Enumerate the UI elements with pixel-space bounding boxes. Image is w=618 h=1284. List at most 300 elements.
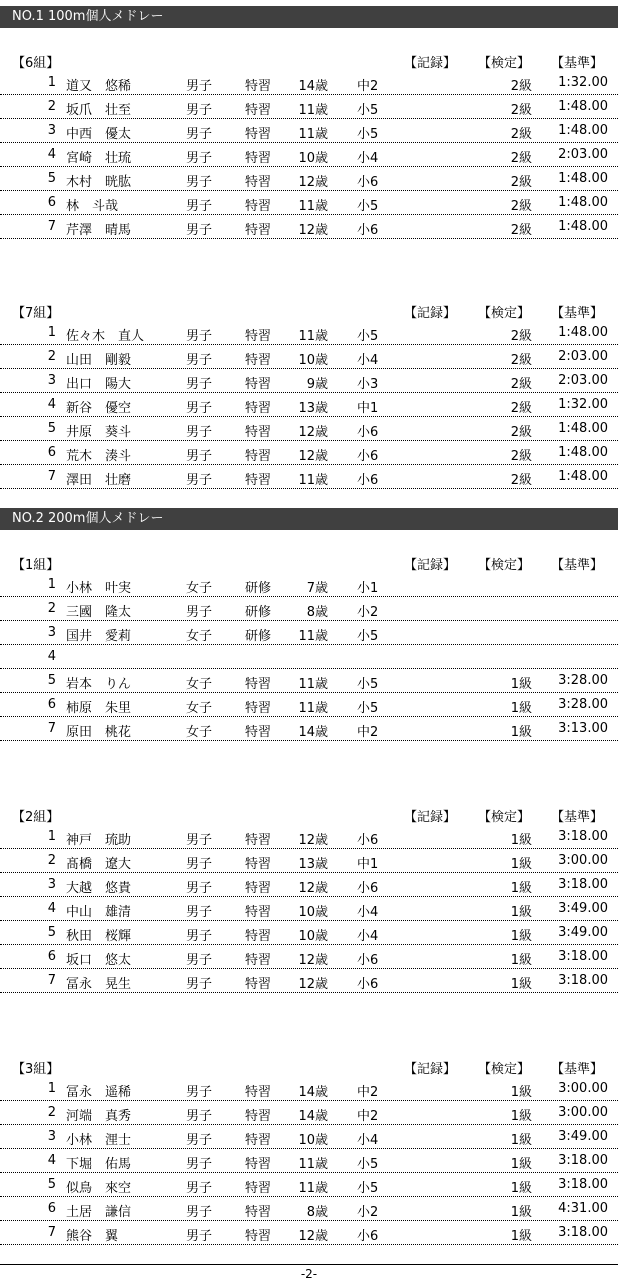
heat-row: [0, 369, 618, 393]
lane-number: 3: [47, 123, 56, 138]
heat-row: [0, 669, 618, 693]
lane-number: 4: [47, 1153, 56, 1168]
heat-row: [0, 873, 618, 897]
swimmer-name: 佐々木 直人: [66, 329, 145, 344]
lane-number: 3: [47, 877, 56, 892]
test-level: 2級: [510, 151, 532, 166]
record-column-label: 【記録】: [404, 1062, 457, 1077]
category: 特習: [245, 401, 272, 416]
gender: 男子: [186, 103, 213, 118]
heat-row: [0, 1197, 618, 1221]
heat-row: [0, 969, 618, 993]
gender: 男子: [186, 199, 213, 214]
lane-number: 1: [47, 75, 56, 90]
gender: 男子: [186, 929, 213, 944]
age: 8歳: [306, 1205, 328, 1220]
swimmer-name: 冨永 晃生: [66, 977, 132, 992]
heat-e1-h1: [0, 47, 618, 239]
test-level: 1級: [510, 677, 532, 692]
event-header-1: [0, 6, 618, 28]
test-level: 1級: [510, 833, 532, 848]
gender: 男子: [186, 127, 213, 142]
swimmer-name: 中西 優太: [66, 127, 132, 142]
heat-label: 【2組】: [12, 810, 60, 825]
swimmer-name: 大越 悠貴: [66, 881, 132, 896]
category: 特習: [245, 929, 272, 944]
category: 特習: [245, 353, 272, 368]
lane-number: 2: [47, 99, 56, 114]
heat-header: [0, 801, 618, 825]
test-column-label: 【検定】: [478, 306, 531, 321]
category: 特習: [245, 1229, 272, 1244]
gender: 男子: [186, 1205, 213, 1220]
gender: 女子: [186, 677, 213, 692]
school-grade: 小6: [357, 223, 379, 238]
lane-number: 6: [47, 1201, 56, 1216]
heat-row: [0, 1125, 618, 1149]
lane-number: 4: [47, 649, 56, 664]
school-grade: 小3: [357, 377, 379, 392]
age: 11歳: [298, 127, 328, 142]
standard-time: 3:49.00: [558, 925, 608, 940]
standard-time: 3:49.00: [558, 901, 608, 916]
lane-number: 5: [47, 421, 56, 436]
school-grade: 小6: [357, 833, 379, 848]
heat-row: [0, 441, 618, 465]
lane-number: 7: [47, 973, 56, 988]
category: 特習: [245, 329, 272, 344]
heat-row: [0, 417, 618, 441]
standard-time: 3:13.00: [558, 721, 608, 736]
school-grade: 小1: [357, 581, 379, 596]
age: 11歳: [298, 329, 328, 344]
test-column-label: 【検定】: [478, 1062, 531, 1077]
standard-column-label: 【基準】: [551, 1062, 604, 1077]
category: 研修: [245, 605, 272, 620]
standard-time: 4:31.00: [558, 1201, 608, 1216]
standard-time: 3:28.00: [558, 673, 608, 688]
category: 特習: [245, 79, 272, 94]
gender: 女子: [186, 701, 213, 716]
test-level: 1級: [510, 1205, 532, 1220]
test-column-label: 【検定】: [478, 56, 531, 71]
category: 研修: [245, 581, 272, 596]
heat-label: 【6組】: [12, 56, 60, 71]
heat-row: [0, 825, 618, 849]
school-grade: 小5: [357, 127, 379, 142]
page-number: -2-: [300, 1267, 318, 1281]
standard-column-label: 【基準】: [551, 306, 604, 321]
gender: 男子: [186, 353, 213, 368]
standard-time: 3:00.00: [558, 1105, 608, 1120]
standard-time: 3:28.00: [558, 697, 608, 712]
gender: 男子: [186, 223, 213, 238]
school-grade: 小6: [357, 473, 379, 488]
standard-time: 1:48.00: [558, 123, 608, 138]
age: 12歳: [298, 223, 328, 238]
heat-row: [0, 1149, 618, 1173]
lane-number: 3: [47, 625, 56, 640]
swimmer-name: 坂口 悠太: [66, 953, 132, 968]
swimmer-name: 山田 剛毅: [66, 353, 132, 368]
school-grade: 小6: [357, 449, 379, 464]
age: 12歳: [298, 1229, 328, 1244]
category: 特習: [245, 857, 272, 872]
school-grade: 小6: [357, 1229, 379, 1244]
category: 特習: [245, 953, 272, 968]
school-grade: 小4: [357, 905, 379, 920]
standard-time: 1:32.00: [558, 397, 608, 412]
category: 特習: [245, 833, 272, 848]
heat-row: [0, 321, 618, 345]
swimmer-name: 新谷 優空: [66, 401, 132, 416]
standard-time: 1:48.00: [558, 325, 608, 340]
lane-number: 1: [47, 577, 56, 592]
category: 特習: [245, 1133, 272, 1148]
gender: 男子: [186, 425, 213, 440]
gender: 男子: [186, 1157, 213, 1172]
age: 9歳: [306, 377, 328, 392]
school-grade: 小5: [357, 1157, 379, 1172]
age: 12歳: [298, 881, 328, 896]
category: 特習: [245, 905, 272, 920]
gender: 男子: [186, 473, 213, 488]
swimmer-name: 原田 桃花: [66, 725, 132, 740]
heat-row: [0, 1101, 618, 1125]
category: 特習: [245, 223, 272, 238]
gender: 男子: [186, 881, 213, 896]
age: 8歳: [306, 605, 328, 620]
age: 11歳: [298, 677, 328, 692]
gender: 男子: [186, 857, 213, 872]
gender: 男子: [186, 1229, 213, 1244]
standard-column-label: 【基準】: [551, 56, 604, 71]
test-level: 1級: [510, 701, 532, 716]
age: 14歳: [298, 725, 328, 740]
heat-row: [0, 191, 618, 215]
age: 11歳: [298, 103, 328, 118]
lane-number: 5: [47, 925, 56, 940]
age: 11歳: [298, 1181, 328, 1196]
category: 特習: [245, 677, 272, 692]
test-level: 2級: [510, 223, 532, 238]
standard-time: 1:48.00: [558, 219, 608, 234]
school-grade: 小4: [357, 929, 379, 944]
swimmer-name: 柿原 朱里: [66, 701, 132, 716]
age: 12歳: [298, 175, 328, 190]
test-level: 2級: [510, 103, 532, 118]
school-grade: 小4: [357, 353, 379, 368]
test-level: 1級: [510, 929, 532, 944]
school-grade: 小2: [357, 605, 379, 620]
school-grade: 小4: [357, 151, 379, 166]
test-column-label: 【検定】: [478, 810, 531, 825]
school-grade: 中2: [357, 1085, 379, 1100]
test-level: 2級: [510, 127, 532, 142]
swimmer-name: 小林 浬士: [66, 1133, 132, 1148]
standard-time: 3:18.00: [558, 877, 608, 892]
heat-row: [0, 119, 618, 143]
school-grade: 小4: [357, 1133, 379, 1148]
standard-time: 3:18.00: [558, 1153, 608, 1168]
event-title: NO.2 200m個人メドレー: [12, 511, 164, 526]
age: 12歳: [298, 833, 328, 848]
age: 10歳: [298, 929, 328, 944]
age: 13歳: [298, 401, 328, 416]
gender: 男子: [186, 1109, 213, 1124]
standard-time: 3:18.00: [558, 1177, 608, 1192]
test-level: 1級: [510, 1157, 532, 1172]
record-column-label: 【記録】: [404, 56, 457, 71]
test-level: 2級: [510, 175, 532, 190]
lane-number: 4: [47, 901, 56, 916]
test-level: 2級: [510, 449, 532, 464]
gender: 男子: [186, 79, 213, 94]
standard-time: 1:48.00: [558, 445, 608, 460]
test-level: 2級: [510, 199, 532, 214]
lane-number: 6: [47, 949, 56, 964]
test-level: 1級: [510, 1229, 532, 1244]
gender: 男子: [186, 605, 213, 620]
category: 特習: [245, 103, 272, 118]
gender: 男子: [186, 449, 213, 464]
swimmer-name: 小林 叶実: [66, 581, 132, 596]
gender: 男子: [186, 953, 213, 968]
swimmer-name: 芹澤 晴馬: [66, 223, 132, 238]
heat-row: [0, 621, 618, 645]
test-level: 1級: [510, 857, 532, 872]
gender: 女子: [186, 725, 213, 740]
heat-row: [0, 573, 618, 597]
test-level: 1級: [510, 1133, 532, 1148]
heat-label: 【3組】: [12, 1062, 60, 1077]
heat-row: [0, 945, 618, 969]
age: 10歳: [298, 353, 328, 368]
standard-time: 2:03.00: [558, 349, 608, 364]
category: 特習: [245, 1109, 272, 1124]
gender: 男子: [186, 905, 213, 920]
swimmer-name: 秋田 桜輝: [66, 929, 132, 944]
school-grade: 小6: [357, 175, 379, 190]
heat-e2-h2: [0, 801, 618, 993]
gender: 女子: [186, 581, 213, 596]
category: 特習: [245, 377, 272, 392]
standard-time: 2:03.00: [558, 373, 608, 388]
test-level: 2級: [510, 79, 532, 94]
heat-row: [0, 215, 618, 239]
standard-time: 3:18.00: [558, 949, 608, 964]
lane-number: 3: [47, 1129, 56, 1144]
heat-row: [0, 645, 618, 669]
heat-e2-h3: [0, 1053, 618, 1245]
age: 10歳: [298, 1133, 328, 1148]
standard-time: 3:00.00: [558, 853, 608, 868]
gender: 男子: [186, 151, 213, 166]
age: 7歳: [306, 581, 328, 596]
swimmer-name: 冨永 遥稀: [66, 1085, 132, 1100]
heat-row: [0, 597, 618, 621]
age: 11歳: [298, 199, 328, 214]
school-grade: 小5: [357, 701, 379, 716]
heat-row: [0, 71, 618, 95]
category: 特習: [245, 449, 272, 464]
school-grade: 小5: [357, 329, 379, 344]
lane-number: 7: [47, 1225, 56, 1240]
test-level: 2級: [510, 353, 532, 368]
standard-time: 1:48.00: [558, 99, 608, 114]
lane-number: 7: [47, 219, 56, 234]
heat-row: [0, 1173, 618, 1197]
heat-row: [0, 465, 618, 489]
swimmer-name: 下堀 佑馬: [66, 1157, 132, 1172]
gender: 男子: [186, 833, 213, 848]
category: 研修: [245, 629, 272, 644]
test-level: 1級: [510, 881, 532, 896]
category: 特習: [245, 701, 272, 716]
standard-time: 3:00.00: [558, 1081, 608, 1096]
test-level: 1級: [510, 1181, 532, 1196]
gender: 男子: [186, 1181, 213, 1196]
test-level: 2級: [510, 425, 532, 440]
swimmer-name: 土居 謙信: [66, 1205, 132, 1220]
test-level: 2級: [510, 329, 532, 344]
category: 特習: [245, 473, 272, 488]
gender: 男子: [186, 1085, 213, 1100]
standard-time: 1:48.00: [558, 421, 608, 436]
lane-number: 6: [47, 195, 56, 210]
lane-number: 2: [47, 349, 56, 364]
test-level: 1級: [510, 953, 532, 968]
lane-number: 6: [47, 697, 56, 712]
category: 特習: [245, 151, 272, 166]
event-title: NO.1 100m個人メドレー: [12, 9, 164, 24]
school-grade: 小6: [357, 953, 379, 968]
age: 14歳: [298, 1085, 328, 1100]
swimmer-name: 髙橋 遼大: [66, 857, 132, 872]
gender: 女子: [186, 629, 213, 644]
category: 特習: [245, 977, 272, 992]
standard-time: 1:48.00: [558, 469, 608, 484]
category: 特習: [245, 1205, 272, 1220]
swimmer-name: 岩本 りん: [66, 677, 132, 692]
category: 特習: [245, 1181, 272, 1196]
school-grade: 小2: [357, 1205, 379, 1220]
lane-number: 6: [47, 445, 56, 460]
gender: 男子: [186, 977, 213, 992]
heat-row: [0, 849, 618, 873]
heat-row: [0, 345, 618, 369]
age: 14歳: [298, 79, 328, 94]
category: 特習: [245, 1157, 272, 1172]
heat-e2-h1: [0, 549, 618, 741]
category: 特習: [245, 175, 272, 190]
test-column-label: 【検定】: [478, 558, 531, 573]
age: 10歳: [298, 151, 328, 166]
heat-header: [0, 549, 618, 573]
test-level: 2級: [510, 401, 532, 416]
standard-time: 1:48.00: [558, 195, 608, 210]
heat-row: [0, 693, 618, 717]
heat-row: [0, 167, 618, 191]
gender: 男子: [186, 401, 213, 416]
gender: 男子: [186, 175, 213, 190]
school-grade: 中1: [357, 857, 379, 872]
lane-number: 4: [47, 147, 56, 162]
lane-number: 5: [47, 673, 56, 688]
heat-row: [0, 1221, 618, 1245]
swimmer-name: 似鳥 來空: [66, 1181, 132, 1196]
school-grade: 中1: [357, 401, 379, 416]
school-grade: 中2: [357, 725, 379, 740]
category: 特習: [245, 881, 272, 896]
swimmer-name: 木村 晄肱: [66, 175, 132, 190]
swimmer-name: 井原 葵斗: [66, 425, 132, 440]
record-column-label: 【記録】: [404, 558, 457, 573]
heat-row: [0, 897, 618, 921]
category: 特習: [245, 127, 272, 142]
standard-time: 3:18.00: [558, 973, 608, 988]
category: 特習: [245, 425, 272, 440]
swimmer-name: 河端 真秀: [66, 1109, 132, 1124]
school-grade: 小6: [357, 425, 379, 440]
standard-time: 1:48.00: [558, 171, 608, 186]
standard-time: 1:32.00: [558, 75, 608, 90]
swimmer-name: 坂爪 壮至: [66, 103, 132, 118]
record-column-label: 【記録】: [404, 306, 457, 321]
category: 特習: [245, 1085, 272, 1100]
swimmer-name: 出口 陽大: [66, 377, 132, 392]
test-level: 1級: [510, 1109, 532, 1124]
lane-number: 3: [47, 373, 56, 388]
heat-row: [0, 921, 618, 945]
school-grade: 中2: [357, 79, 379, 94]
age: 12歳: [298, 977, 328, 992]
school-grade: 小6: [357, 977, 379, 992]
test-level: 2級: [510, 377, 532, 392]
heat-row: [0, 717, 618, 741]
age: 11歳: [298, 629, 328, 644]
swimmer-name: 荒木 湊斗: [66, 449, 132, 464]
swimmer-name: 熊谷 翼: [66, 1229, 119, 1244]
lane-number: 7: [47, 721, 56, 736]
lane-number: 4: [47, 397, 56, 412]
standard-time: 3:49.00: [558, 1129, 608, 1144]
heat-row: [0, 143, 618, 167]
test-level: 1級: [510, 725, 532, 740]
test-level: 2級: [510, 473, 532, 488]
standard-time: 2:03.00: [558, 147, 608, 162]
heat-e1-h2: [0, 297, 618, 489]
lane-number: 1: [47, 829, 56, 844]
age: 12歳: [298, 953, 328, 968]
heat-header: [0, 297, 618, 321]
swimmer-name: 中山 雄清: [66, 905, 132, 920]
category: 特習: [245, 725, 272, 740]
age: 12歳: [298, 425, 328, 440]
heat-row: [0, 95, 618, 119]
lane-number: 1: [47, 325, 56, 340]
age: 14歳: [298, 1109, 328, 1124]
age: 13歳: [298, 857, 328, 872]
swimmer-name: 宮崎 壮琉: [66, 151, 132, 166]
age: 11歳: [298, 1157, 328, 1172]
lane-number: 7: [47, 469, 56, 484]
school-grade: 小5: [357, 1181, 379, 1196]
swimmer-name: 道又 悠稀: [66, 79, 132, 94]
gender: 男子: [186, 377, 213, 392]
heat-row: [0, 1077, 618, 1101]
swimmer-name: 林 斗哉: [66, 199, 119, 214]
